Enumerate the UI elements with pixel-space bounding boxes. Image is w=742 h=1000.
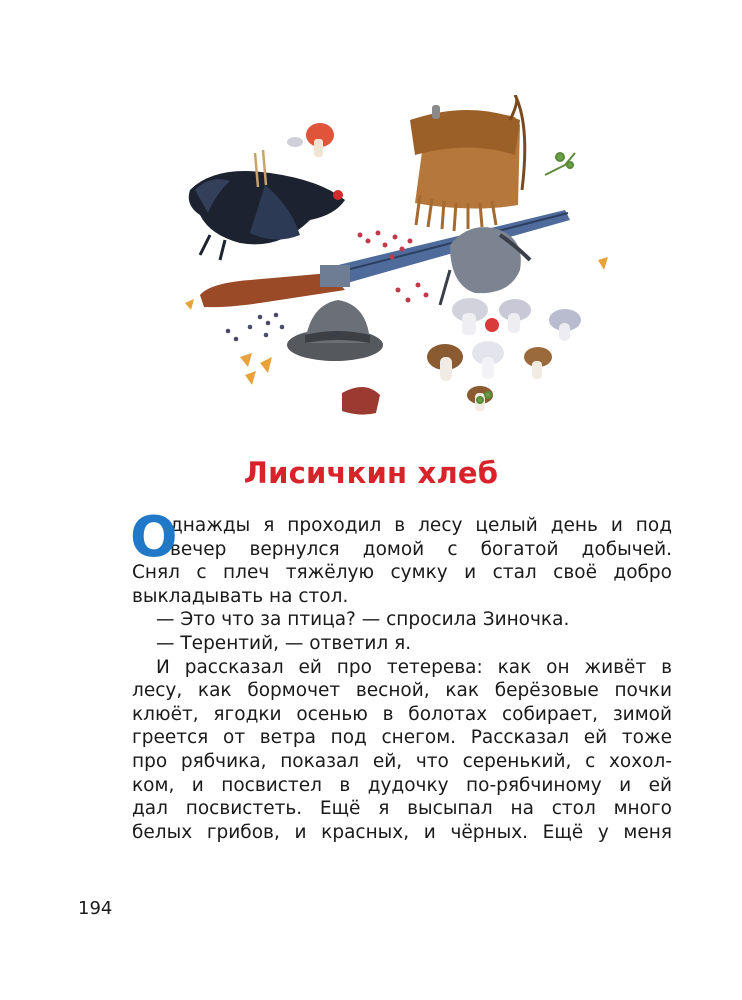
black-grouse [189,150,345,260]
text-line: греется от ветра под снегом. Рассказал ей тоже [132,727,672,749]
text-line: про рябчика, показал ей, что серенький, с хохол- [132,750,672,772]
text-line: И рассказал ей про тетерева: как он живёт в [156,656,672,678]
text-line: Снял с плеч тяжёлую сумку и стал своё добро [132,562,672,584]
text-line: вечер вернулся домой с богатой добычей. [170,538,672,560]
text-line: клюёт, ягодки осенью в болотах собирает, зимой [132,703,672,725]
white-mushrooms [427,298,581,411]
story-text [130,505,672,844]
text-line: белых грибов, и красных, и чёрных. Ещё у меня [132,821,672,843]
text-line: — Это что за птица? — спросила Зиночка. [156,609,570,631]
hunting-haul-illustration [170,95,610,435]
drop-cap-letter: О [130,505,178,570]
text-line: выкладывать на стол. [132,585,349,607]
story-title: Лисичкин хлеб [243,456,499,490]
leather-bag [410,95,525,231]
red-mushroom [287,123,334,157]
page-number: 194 [78,898,113,919]
text-line: — Терентий, — ответил я. [156,632,412,654]
text-line: днажды я проходил в лесу целый день и под [170,515,672,536]
red-cap-mushroom [342,387,380,415]
text-line: дал посвистеть. Ещё я высыпал на стол много [132,798,672,820]
text-line: лесу, как бормочет весной, как берёзовые почки [132,680,672,702]
dark-berries [226,313,285,342]
felt-hat [287,300,383,361]
text-line: ком, и посвистел в дудочку по-рябчиному и ей [132,774,672,796]
